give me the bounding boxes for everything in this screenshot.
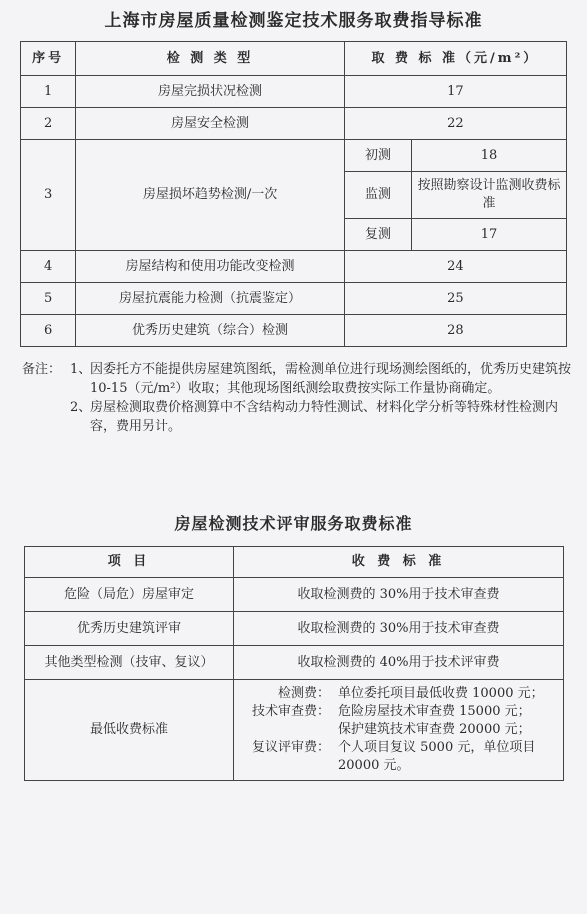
row-fee: 28 — [344, 315, 566, 347]
fee-line-key: 检测费： — [277, 686, 330, 701]
section-title: 房屋检测技术评审服务取费标准 — [174, 514, 413, 533]
fee-line-value: 危险房屋技术审查费 15000 元； — [338, 704, 531, 719]
table-row — [21, 315, 567, 347]
table-row — [21, 140, 567, 172]
row-item: 其他类型检测（技审、复议） — [25, 646, 234, 680]
row-fee: 25 — [344, 283, 566, 315]
row-item: 危险（局危）房屋审定 — [25, 578, 234, 612]
table-row — [25, 578, 564, 612]
fee-line-value: 单位委托项目最低收费 10000 元； — [338, 686, 544, 701]
note-item — [22, 360, 582, 398]
row-no: 6 — [21, 315, 76, 347]
fee-line-key: 技术审查费： — [251, 704, 330, 719]
row-fee: 收取检测费的 30%用于技术审查费 — [234, 612, 564, 646]
fee-line-value: 保护建筑技术审查费 20000 元； — [338, 722, 531, 737]
note-number: 1、 — [70, 362, 92, 377]
fee-line-value: 20000 元。 — [338, 758, 410, 773]
sub-fee: 18 — [412, 140, 567, 172]
row-item: 优秀历史建筑评审 — [25, 612, 234, 646]
note-text: 房屋检测取费价格测算中不含结构动力特性测试、材料化学分析等特殊材性检测内容，费用另计。 — [90, 400, 559, 434]
header-no: 序号 — [21, 42, 76, 76]
table-row — [25, 612, 564, 646]
row-fee: 收取检测费的 30%用于技术审查费 — [234, 578, 564, 612]
row-type: 优秀历史建筑（综合）检测 — [76, 315, 344, 347]
review-fee-table — [24, 546, 564, 781]
fee-line — [238, 739, 559, 757]
row-no: 3 — [21, 140, 76, 251]
row-type: 房屋损坏趋势检测/一次 — [76, 140, 344, 251]
fee-line — [238, 685, 559, 703]
fee-line-value: 个人项目复议 5000 元，单位项目 — [338, 740, 536, 755]
row-no: 1 — [21, 76, 76, 108]
note-text: 因委托方不能提供房屋建筑图纸，需检测单位进行现场测绘图纸的，优秀历史建筑按10-15（元/m²）收取；其他现场图纸测绘取费按实际工作量协商确定。 — [90, 362, 572, 396]
fee-line — [238, 721, 559, 739]
header-fee: 取 费 标 准（元/m²） — [344, 42, 566, 76]
row-item: 最低收费标准 — [25, 680, 234, 781]
page-title: 上海市房屋质量检测鉴定技术服务取费指导标准 — [104, 11, 483, 31]
table-row — [25, 646, 564, 680]
table-row — [25, 680, 564, 781]
table-row — [21, 76, 567, 108]
header-item: 项 目 — [25, 547, 234, 578]
notes-section — [22, 360, 582, 436]
row-fee: 17 — [344, 76, 566, 108]
sub-fee: 按照勘察设计监测收费标准 — [412, 172, 567, 219]
inspection-fee-table — [20, 41, 567, 347]
header-fee: 收 费 标 准 — [234, 547, 564, 578]
note-item — [22, 398, 582, 436]
fee-line — [238, 703, 559, 721]
row-no: 4 — [21, 251, 76, 283]
row-type: 房屋完损状况检测 — [76, 76, 344, 108]
note-number: 2、 — [70, 400, 92, 415]
table-row — [21, 251, 567, 283]
fee-line-key: 复议评审费： — [251, 740, 330, 755]
table-header-row — [21, 42, 567, 76]
table-row — [21, 283, 567, 315]
sub-fee: 17 — [412, 219, 567, 251]
fee-line — [238, 757, 559, 775]
row-fee: 24 — [344, 251, 566, 283]
table-header-row — [25, 547, 564, 578]
sub-label: 复测 — [344, 219, 411, 251]
fee-line-key — [238, 721, 330, 739]
row-fee — [234, 680, 564, 781]
sub-label: 监测 — [344, 172, 411, 219]
sub-label: 初测 — [344, 140, 411, 172]
row-no: 2 — [21, 108, 76, 140]
row-type: 房屋抗震能力检测（抗震鉴定） — [76, 283, 344, 315]
table-row — [21, 108, 567, 140]
row-fee: 22 — [344, 108, 566, 140]
fee-line-key — [238, 757, 330, 775]
row-no: 5 — [21, 283, 76, 315]
row-type: 房屋安全检测 — [76, 108, 344, 140]
row-fee: 收取检测费的 40%用于技术评审费 — [234, 646, 564, 680]
header-type: 检 测 类 型 — [76, 42, 344, 76]
notes-prefix: 备注： — [22, 362, 62, 377]
row-type: 房屋结构和使用功能改变检测 — [76, 251, 344, 283]
